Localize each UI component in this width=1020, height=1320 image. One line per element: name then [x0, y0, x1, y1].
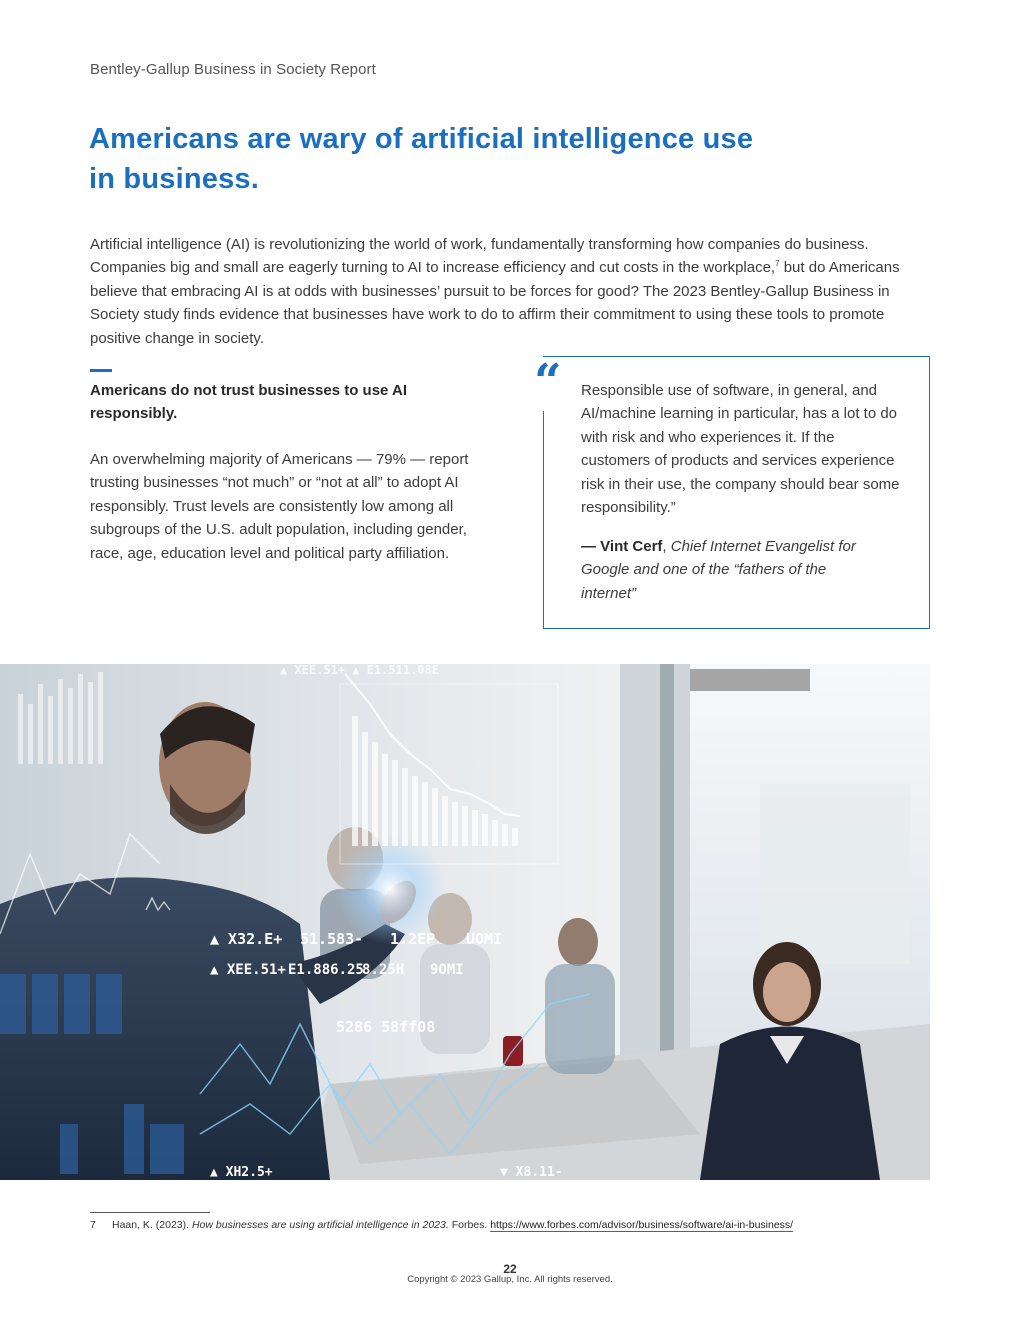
photo-hud-label-7: 8.25H — [362, 962, 405, 978]
photo-hud-label-4: UOMI — [466, 930, 503, 948]
photo-illustration — [0, 664, 930, 1180]
page-number: 22 — [503, 1262, 517, 1276]
quote-comma: , — [662, 538, 671, 555]
photo-hud-label-12: ▲ XEE.51+ ▲ E1.511.08E — [280, 664, 439, 677]
quote-mark-icon: “ — [534, 354, 562, 410]
intro-text: Artificial intelligence (AI) is revolutionizing the world of work, fundamentally transforming how companies do business. Companies big and small are eagerly turning to AI to increase efficiency and cut costs in the workplace, — [90, 236, 869, 277]
footnote — [90, 1218, 930, 1232]
pull-quote-text: Responsible use of software, in general, and AI/machine learning in particular, has a lot to do with risk and who experiences it. If the customers of products and services experience risk in their use, the company should bear some responsibility.” — [581, 382, 900, 517]
photo-hud-label-2: 51.583- — [300, 930, 364, 948]
photo-hud-label-1: ▲ X32.E+ — [210, 930, 283, 948]
page-title-line-1: Americans are wary of artificial intelligence use — [89, 123, 754, 155]
business-meeting-photo — [0, 664, 930, 1180]
copyright-notice: Copyright © 2023 Gallup, Inc. All rights reserved. — [407, 1274, 613, 1285]
photo-hud-label-8: 9OMI — [430, 962, 464, 978]
photo-hud-label-6: E1.886.25 — [288, 962, 364, 978]
photo-hud-label-5: ▲ XEE.51+ — [210, 962, 286, 978]
pull-quote-attribution — [581, 535, 881, 605]
page-title — [89, 119, 849, 199]
quote-author: Vint Cerf — [600, 538, 663, 555]
photo-hud-label-11: ▼ X8.11- — [500, 1165, 563, 1180]
footnote-divider — [90, 1212, 210, 1213]
intro-paragraph — [90, 233, 930, 350]
footnote-number: 7 — [90, 1219, 96, 1231]
section-subhead: Americans do not trust businesses to use AI responsibly. — [90, 382, 408, 423]
page-title-line-2: in business. — [89, 163, 259, 195]
section-body: An overwhelming majority of Americans — 79% — report trusting businesses “not much” or “not at all” to adopt AI responsibly. Trust levels are consistently low among all subgroups of the U.S. adult population, including gender, race, age, education level and political party affiliation. — [90, 451, 469, 562]
footnote-link[interactable]: https://www.forbes.com/advisor/business/software/ai-in-business/ — [490, 1219, 794, 1231]
section-accent-rule — [90, 369, 112, 372]
photo-hud-label-3: 1.2EP — [390, 930, 436, 948]
footnote-source: Forbes. — [448, 1219, 491, 1231]
footnote-article-title: How businesses are using artificial intelligence in 2023. — [191, 1219, 449, 1231]
footnote-citation: Haan, K. (2023). — [112, 1219, 192, 1231]
intro-text-continued: but do Americans believe that embracing AI is at odds with businesses’ pursuit to be forces for good? The 2023 Bentley-Gallup Business in Society study finds evidence that businesses have work to do to affirm their commitment to using these tools to promote positive change in society. — [90, 259, 900, 347]
photo-hud-label-9: 5286 58ff08 — [336, 1018, 436, 1036]
photo-hud-label-10: ▲ XH2.5+ — [210, 1165, 273, 1180]
quote-author-role: Chief Internet Evangelist for Google and one of the “fathers of the internet” — [581, 538, 856, 602]
footnote-reference[interactable]: 7 — [775, 259, 780, 269]
quote-dash: — — [581, 538, 601, 555]
running-header: Bentley-Gallup Business in Society Report — [90, 61, 376, 78]
